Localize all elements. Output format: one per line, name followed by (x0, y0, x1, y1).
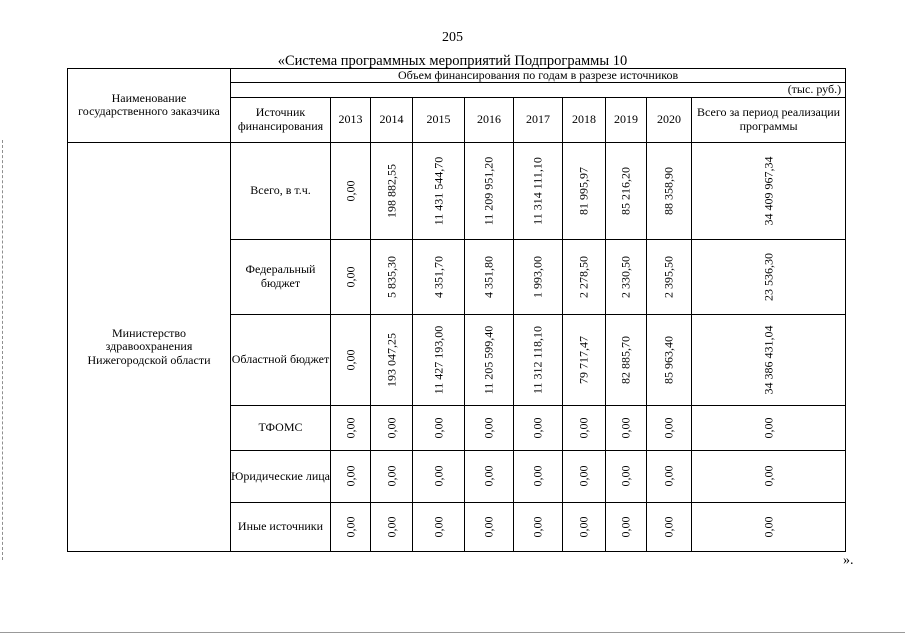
value-cell: 0,00 (342, 349, 357, 371)
value-cell: 5 835,30 (383, 255, 398, 298)
total-cell: 0,00 (760, 417, 775, 439)
value-cell: 193 047,25 (383, 332, 398, 387)
page-number: 205 (442, 30, 463, 45)
total-cell: 0,00 (760, 516, 775, 538)
value-cell: 2 395,50 (661, 255, 676, 298)
total-cell: 23 536,30 (760, 252, 775, 301)
value-cell: 0,00 (481, 516, 496, 538)
year-header: 2020 (647, 97, 692, 142)
value-cell: 0,00 (618, 465, 633, 487)
source-cell: Юридические лица (231, 450, 331, 502)
value-cell: 85 216,20 (618, 166, 633, 215)
year-header: 2015 (413, 97, 465, 142)
year-header: 2014 (371, 97, 413, 142)
value-cell: 11 427 193,00 (430, 325, 445, 395)
value-cell: 0,00 (576, 465, 591, 487)
closing-quote: ». (843, 553, 854, 568)
value-cell: 0,00 (430, 516, 445, 538)
value-cell: 0,00 (383, 417, 398, 439)
source-cell: Иные источники (231, 502, 331, 551)
total-header: Всего за период реализации программы (692, 97, 846, 142)
value-cell: 2 278,50 (576, 255, 591, 298)
funding-header: Объем финансирования по годам в разрезе источников (231, 69, 846, 83)
total-cell: 0,00 (760, 465, 775, 487)
header-row-funding (68, 69, 846, 83)
value-cell: 11 314 111,10 (530, 157, 545, 225)
value-cell: 11 431 544,70 (430, 156, 445, 226)
total-cell: 34 386 431,04 (760, 325, 775, 395)
value-cell: 0,00 (430, 465, 445, 487)
value-cell: 79 717,47 (576, 335, 591, 384)
value-cell: 0,00 (661, 465, 676, 487)
year-header: 2017 (514, 97, 563, 142)
source-cell: Областной бюджет (231, 314, 331, 405)
customer-header: Наименование государственного заказчика (68, 69, 231, 143)
value-cell: 0,00 (576, 516, 591, 538)
value-cell: 82 885,70 (618, 335, 633, 384)
value-cell: 2 330,50 (618, 255, 633, 298)
table-row (68, 142, 846, 239)
customer-name: Министерство здравоохранения Нижегородской области (68, 142, 231, 551)
value-cell: 0,00 (481, 465, 496, 487)
value-cell: 4 351,80 (481, 255, 496, 298)
value-cell: 0,00 (661, 417, 676, 439)
value-cell: 0,00 (481, 417, 496, 439)
value-cell: 198 882,55 (383, 163, 398, 218)
value-cell: 0,00 (383, 465, 398, 487)
value-cell: 0,00 (530, 465, 545, 487)
year-header: 2013 (331, 97, 371, 142)
scan-bottom-edge (0, 632, 905, 633)
value-cell: 0,00 (618, 417, 633, 439)
value-cell: 4 351,70 (430, 255, 445, 298)
value-cell: 1 993,00 (530, 255, 545, 298)
value-cell: 0,00 (342, 180, 357, 202)
year-header: 2016 (465, 97, 514, 142)
value-cell: 0,00 (342, 465, 357, 487)
value-cell: 0,00 (530, 417, 545, 439)
value-cell: 0,00 (661, 516, 676, 538)
value-cell: 0,00 (618, 516, 633, 538)
source-cell: Всего, в т.ч. (231, 142, 331, 239)
value-cell: 0,00 (383, 516, 398, 538)
total-cell: 34 409 967,34 (760, 156, 775, 226)
value-cell: 85 963,40 (661, 335, 676, 384)
document-title: «Система программных мероприятий Подпрограммы 10 (277, 53, 628, 69)
value-cell: 81 995,97 (576, 166, 591, 215)
value-cell: 11 312 118,10 (530, 325, 545, 394)
scan-margin-mark (2, 140, 4, 560)
value-cell: 0,00 (342, 417, 357, 439)
year-header: 2018 (563, 97, 606, 142)
value-cell: 0,00 (342, 266, 357, 288)
value-cell: 11 209 951,20 (481, 156, 496, 226)
funding-table (67, 68, 846, 552)
value-cell: 0,00 (530, 516, 545, 538)
year-header: 2019 (606, 97, 647, 142)
value-cell: 0,00 (430, 417, 445, 439)
source-cell: Федеральный бюджет (231, 239, 331, 314)
source-header: Источник финансирования (231, 97, 331, 142)
value-cell: 0,00 (342, 516, 357, 538)
units-label: (тыс. руб.) (231, 83, 846, 97)
value-cell: 88 358,90 (661, 166, 676, 215)
value-cell: 0,00 (576, 417, 591, 439)
value-cell: 11 205 599,40 (481, 325, 496, 395)
source-cell: ТФОМС (231, 405, 331, 450)
